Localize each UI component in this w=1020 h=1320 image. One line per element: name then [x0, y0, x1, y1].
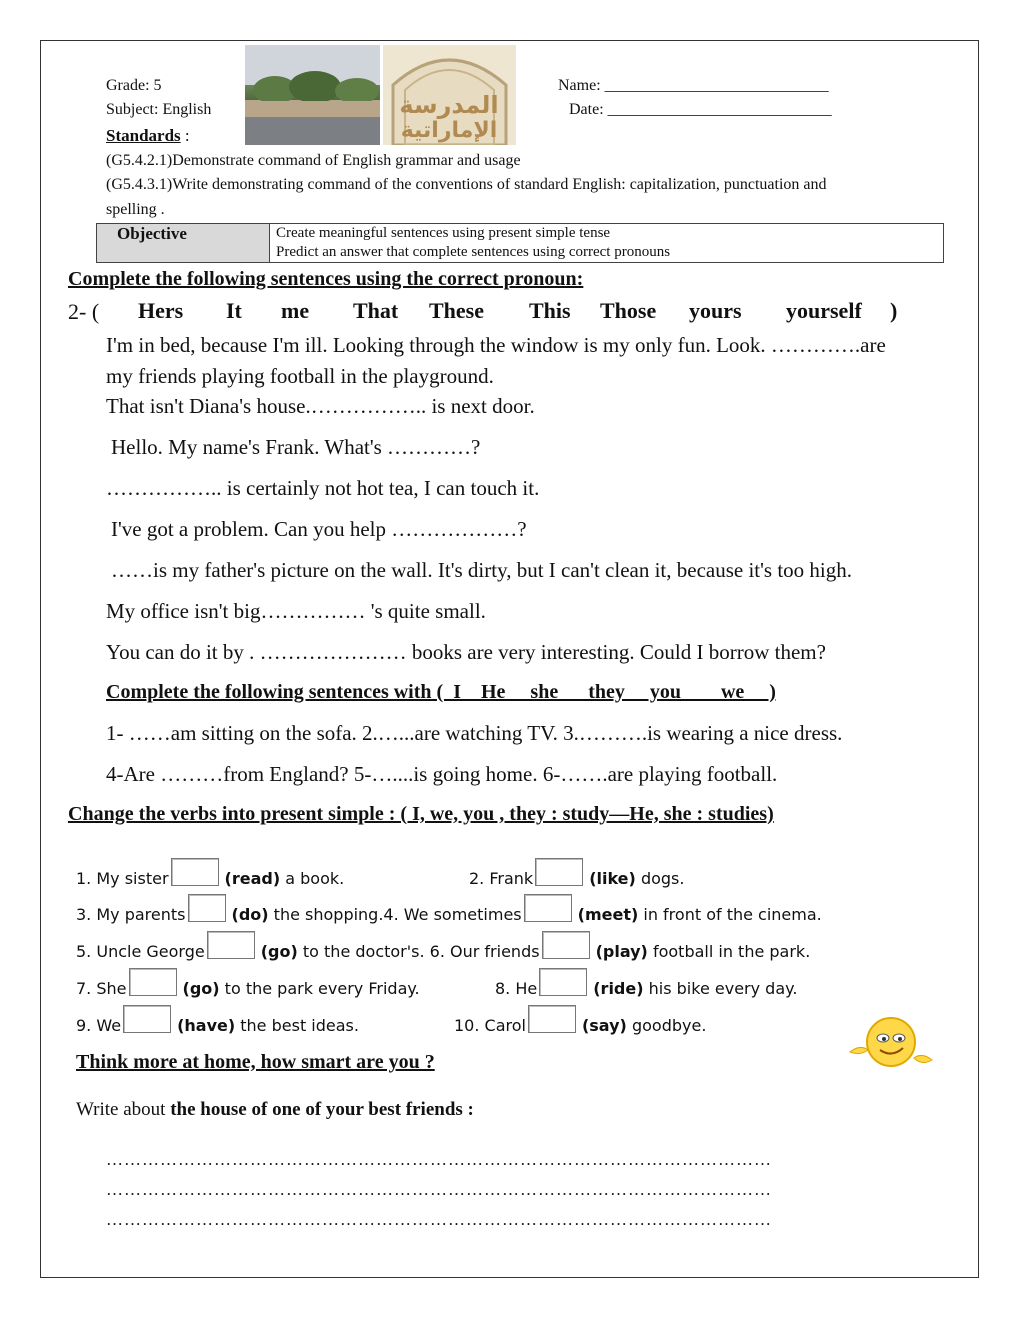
- standard-2-cont: spelling .: [106, 201, 165, 218]
- sentence-3: Hello. My name's Frank. What's …………?: [111, 435, 481, 459]
- bank-close: ): [890, 298, 898, 323]
- verb-item-2: 2. Frank (like) dogs.: [469, 858, 684, 888]
- section2-title: Complete the following sentences with ( I He she they you we ): [106, 681, 776, 703]
- standard-2: (G5.4.3.1)Write demonstrating command of the conventions of standard English: capitalization, punctuation and: [106, 176, 827, 193]
- grade: Grade: 5: [106, 77, 162, 94]
- section2-line-2: 4-Are ………from England? 5-…....is going home. 6-…….are playing football.: [106, 762, 778, 786]
- word-me: me: [281, 298, 310, 323]
- writing-line-1[interactable]: …………………………………………………………………………………………………: [106, 1150, 772, 1169]
- objective-table: [96, 223, 944, 263]
- word-yours: yours: [689, 298, 742, 323]
- section4-title: Think more at home, how smart are you ?: [76, 1051, 435, 1073]
- sentence-1: I'm in bed, because I'm ill. Looking through the window is my only fun. Look. ………….are: [106, 333, 886, 357]
- bank-open: 2- (: [68, 299, 100, 324]
- word-those: Those: [600, 298, 657, 323]
- verb-item-7: 7. She (go) to the park every Friday.: [76, 968, 420, 998]
- writing-line-3[interactable]: …………………………………………………………………………………………………: [106, 1210, 772, 1229]
- answer-box-4[interactable]: [524, 894, 572, 922]
- sentence-6: ……is my father's picture on the wall. It's dirty, but I can't clean it, because it's too high.: [111, 558, 853, 582]
- word-it: It: [226, 298, 242, 323]
- school-photo: [245, 45, 380, 145]
- word-yourself: yourself: [786, 298, 862, 323]
- subject: Subject: English: [106, 101, 212, 118]
- school-photo-image: [245, 45, 380, 145]
- sentence-4: …………….. is certainly not hot tea, I can touch it.: [106, 476, 540, 500]
- verb-item-8: 8. He (ride) his bike every day.: [495, 968, 797, 998]
- svg-text:المدرسة: المدرسة: [399, 91, 499, 119]
- sentence-7: My office isn't big…………… 's quite small.: [106, 599, 486, 623]
- date-field[interactable]: Date: ____________________________: [569, 101, 832, 118]
- answer-box-3[interactable]: [188, 894, 226, 922]
- pronoun-bank: [68, 299, 99, 325]
- standard-1: (G5.4.2.1)Demonstrate command of English grammar and usage: [106, 152, 521, 169]
- writing-line-2[interactable]: …………………………………………………………………………………………………: [106, 1180, 772, 1199]
- verb-item-9: 9. We (have) the best ideas.: [76, 1005, 359, 1035]
- objective-text: [270, 224, 944, 263]
- school-logo: [383, 45, 516, 145]
- answer-box-10[interactable]: [528, 1005, 576, 1033]
- writing-prompt: Write about the house of one of your best friends :: [76, 1099, 474, 1120]
- smiley-icon: [846, 1010, 936, 1080]
- word-that: That: [353, 298, 399, 323]
- objective-line-2: Predict an answer that complete sentences using correct pronouns: [276, 244, 671, 260]
- answer-box-2[interactable]: [535, 858, 583, 886]
- answer-box-8[interactable]: [539, 968, 587, 996]
- objective-line-1: Create meaningful sentences using present simple tense: [276, 225, 611, 241]
- word-hers: Hers: [138, 298, 184, 323]
- svg-text:الإماراتية: الإماراتية: [400, 118, 498, 143]
- word-this: This: [529, 298, 571, 323]
- objective-label: Objective: [97, 224, 270, 263]
- verb-item-5-6: 5. Uncle George (go) to the doctor's. 6. Our friends (play) football in the park.: [76, 931, 810, 961]
- answer-box-6[interactable]: [542, 931, 590, 959]
- verb-item-10: 10. Carol (say) goodbye.: [454, 1005, 706, 1035]
- section3-title: Change the verbs into present simple : ( I, we, you , they : study—He, she : studies): [68, 803, 774, 825]
- sentence-5: I've got a problem. Can you help ………………?: [111, 517, 527, 541]
- section2-line-1: 1- ……am sitting on the sofa. 2.…...are watching TV. 3.……….is wearing a nice dress.: [106, 721, 843, 745]
- verb-item-1: 1. My sister (read) a book.: [76, 858, 344, 888]
- sentence-1-cont: my friends playing football in the playground.: [106, 364, 494, 388]
- verb-item-3-4: 3. My parents (do) the shopping.4. We sometimes (meet) in front of the cinema.: [76, 894, 822, 924]
- answer-box-9[interactable]: [123, 1005, 171, 1033]
- answer-box-7[interactable]: [129, 968, 177, 996]
- answer-box-5[interactable]: [207, 931, 255, 959]
- sentence-2: That isn't Diana's house.…………….. is next door.: [106, 394, 535, 418]
- section1-title: Complete the following sentences using the correct pronoun:: [68, 268, 584, 290]
- name-field[interactable]: Name: ____________________________: [558, 77, 829, 94]
- answer-box-1[interactable]: [171, 858, 219, 886]
- standards-heading: Standards :: [106, 126, 190, 145]
- logo-emblem: [383, 45, 516, 145]
- sentence-8: You can do it by . ………………… books are very interesting. Could I borrow them?: [106, 640, 826, 664]
- word-these: These: [429, 298, 484, 323]
